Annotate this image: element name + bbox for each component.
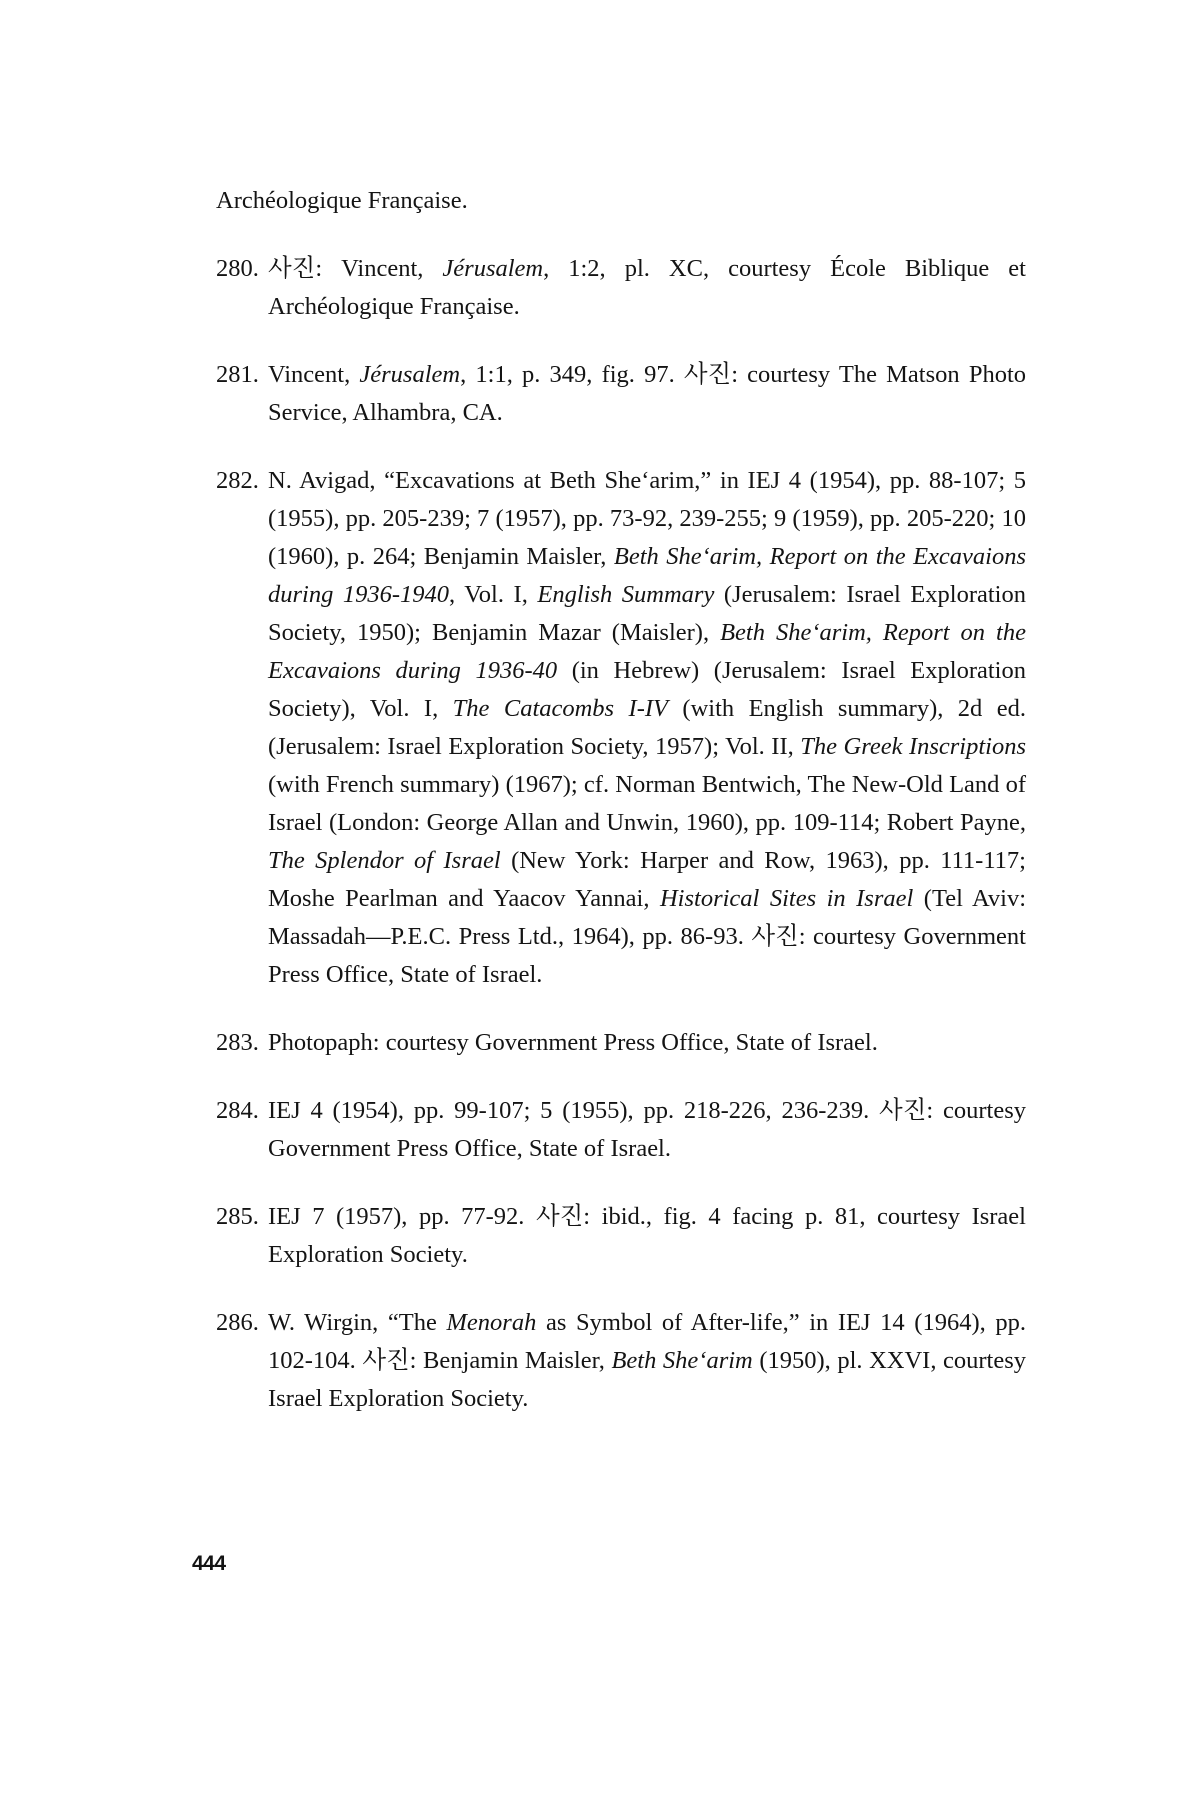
- note-text: (with French summary) (1967); cf. Norman Bentwich, The New-Old Land of Israel (London: George Allan and Unwin, 1960), pp. 109-114; Robert Payne,: [268, 771, 1026, 836]
- note-text: , 1:1, p. 349, fig. 97. 사진: courtesy The Matson Photo Service, Alhambra, CA.: [268, 361, 1026, 426]
- note-text: (Tel Aviv: Massadah—P.E.C. Press Ltd., 1964), pp. 86-93. 사진: courtesy Government Press Office, State of Israel.: [268, 885, 1026, 988]
- note-number: 286.: [216, 1309, 259, 1336]
- note-281: [216, 356, 1026, 432]
- note-title: Menorah: [446, 1309, 537, 1336]
- note-title: Jérusalem: [359, 361, 461, 388]
- note-text: IEJ 4 (1954), pp. 99-107; 5 (1955), pp. 218-226, 236-239. 사진: courtesy Government Press Office, State of Israel.: [268, 1097, 1026, 1162]
- note-title: Beth She‘arim, Report on the Excavaions during 1936-40: [268, 619, 1026, 684]
- note-text: (in Hebrew) (Jerusalem: Israel Exploration Society), Vol. I,: [268, 657, 1026, 722]
- note-text: N. Avigad, “Excavations at Beth She‘arim,” in IEJ 4 (1954), pp. 88-107; 5 (1955), pp. 205-239; 7 (1957), pp. 73-92, 239-255; 9 (1959), pp. 205-220; 10 (1960), p. 264; Benjamin Maisler,: [268, 467, 1026, 570]
- note-text: (Jerusalem: Israel Exploration Society, 1950); Benjamin Mazar (Maisler),: [268, 581, 1026, 646]
- note-continuation: Archéologique Française.: [216, 187, 468, 214]
- note-text: as Symbol of After-life,” in IEJ 14 (1964), pp. 102-104. 사진: Benjamin Maisler,: [268, 1309, 1026, 1374]
- note-text: (New York: Harper and Row, 1963), pp. 111-117; Moshe Pearlman and Yaacov Yannai,: [268, 847, 1026, 912]
- note-number: 281.: [216, 361, 259, 388]
- note-number: 283.: [216, 1029, 259, 1056]
- note-280: [216, 250, 1026, 326]
- note-text: 사진: Vincent,: [268, 255, 443, 282]
- note-number: 285.: [216, 1203, 259, 1230]
- note-text: (1950), pl. XXVI, courtesy Israel Exploration Society.: [268, 1347, 1027, 1412]
- note-number: 282.: [216, 467, 259, 494]
- note-text: (with English summary), 2d ed. (Jerusalem: Israel Exploration Society, 1957); Vol. II,: [268, 695, 1026, 760]
- note-text: , Vol. I,: [449, 581, 538, 608]
- note-text: , 1:2, pl. XC, courtesy École Biblique et Archéologique Française.: [268, 255, 1026, 320]
- note-text: Photopaph: courtesy Government Press Office, State of Israel.: [268, 1029, 878, 1056]
- notes-list: [216, 250, 1026, 1448]
- note-282: [216, 462, 1026, 994]
- note-text: W. Wirgin, “The: [268, 1309, 447, 1336]
- note-title: Jérusalem: [442, 255, 544, 282]
- note-285: [216, 1198, 1026, 1274]
- note-title: Historical Sites in Israel: [659, 885, 914, 912]
- note-title: The Splendor of Israel: [268, 847, 501, 874]
- note-title: The Catacombs I-IV: [452, 695, 668, 722]
- note-text: Vincent,: [268, 361, 360, 388]
- note-286: [216, 1304, 1026, 1418]
- note-number: 280.: [216, 255, 259, 282]
- note-title: English Summary: [537, 581, 715, 608]
- note-text: IEJ 7 (1957), pp. 77-92. 사진: ibid., fig. 4 facing p. 81, courtesy Israel Exploration Society.: [268, 1203, 1026, 1268]
- note-title: The Greek Inscriptions: [800, 733, 1027, 760]
- note-284: [216, 1092, 1026, 1168]
- page-number: 444: [192, 1552, 226, 1575]
- note-title: Beth She‘arim, Report on the Excavaions during 1936-1940: [268, 543, 1026, 608]
- note-title: Beth She‘arim: [611, 1347, 753, 1374]
- note-283: [216, 1024, 1026, 1062]
- note-number: 284.: [216, 1097, 259, 1124]
